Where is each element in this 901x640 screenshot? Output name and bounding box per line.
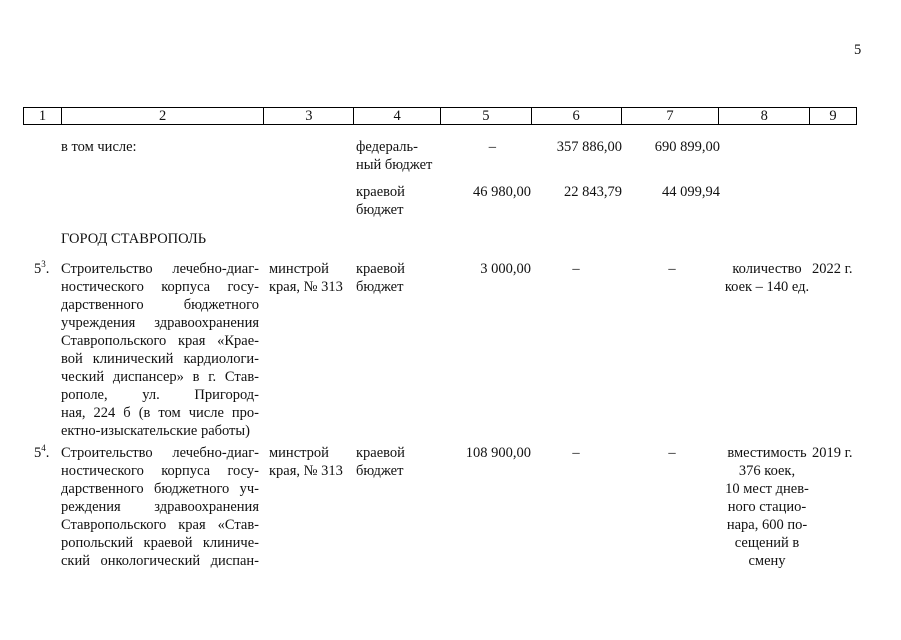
regional-value-col7: 44 099,94 xyxy=(662,184,720,200)
item-value-col5: 108 900,00 xyxy=(465,445,531,461)
item-value-col6: – xyxy=(572,445,580,461)
header-col-4: 4 xyxy=(354,108,441,124)
table-header-row xyxy=(23,107,857,125)
federal-value-col7: 690 899,00 xyxy=(654,139,720,155)
regional-value-col6: 22 843,79 xyxy=(564,184,622,200)
federal-value-col5: – xyxy=(488,139,496,155)
item-customer: минстрой края, № 313 xyxy=(269,445,343,479)
item-value-col7: – xyxy=(668,261,676,277)
header-col-2: 2 xyxy=(62,108,265,124)
header-col-6: 6 xyxy=(532,108,622,124)
funding-source-regional: краевой бюджет xyxy=(356,184,405,218)
header-col-5: 5 xyxy=(441,108,532,124)
item-customer: минстрой края, № 313 xyxy=(269,261,343,295)
header-col-1: 1 xyxy=(24,108,62,124)
item-name: Строительство лечебно-диаг- ностического корпуса госу- дарственного бюджетного уч- реждения здравоохранения Ставропольского края «Став- ропольский краевой клиниче- ский онкологический диспан- xyxy=(61,445,259,569)
item-value-col7: – xyxy=(668,445,676,461)
section-title: ГОРОД СТАВРОПОЛЬ xyxy=(61,231,207,247)
funding-source-federal: федераль- ный бюджет xyxy=(356,139,433,173)
item-number: $5^4$. xyxy=(34,443,50,461)
item-value-col5: 3 000,00 xyxy=(480,261,531,277)
page-number: 5 xyxy=(854,42,862,58)
header-col-3: 3 xyxy=(264,108,354,124)
item-capacity: вместимость 376 коек, 10 мест днев- ного стацио- нара, 600 по- сещений в смену xyxy=(725,445,809,569)
item-funding-source: краевой бюджет xyxy=(356,261,405,295)
item-value-col6: – xyxy=(572,261,580,277)
header-col-7: 7 xyxy=(622,108,720,124)
item-name: Строительство лечебно-диаг- ностического корпуса госу- дарственного бюджетного учреждения здравоохранения Ставропольского края «Крае- вой клинический кардиологи- ческий диспансер» в г. Став- рополе, ул. Пригород- ная, 224 б (в том числе про- ектно-изыскательские работы) xyxy=(61,261,259,439)
including-label: в том числе: xyxy=(61,139,137,155)
item-number: $5^3$. xyxy=(34,259,50,277)
header-col-8: 8 xyxy=(719,108,810,124)
federal-value-col6: 357 886,00 xyxy=(556,139,622,155)
item-year: 2019 г. xyxy=(812,445,853,461)
item-funding-source: краевой бюджет xyxy=(356,445,405,479)
item-year: 2022 г. xyxy=(812,261,853,277)
regional-value-col5: 46 980,00 xyxy=(473,184,531,200)
header-col-9: 9 xyxy=(829,108,837,124)
item-capacity: количество коек – 140 ед. xyxy=(724,261,810,295)
